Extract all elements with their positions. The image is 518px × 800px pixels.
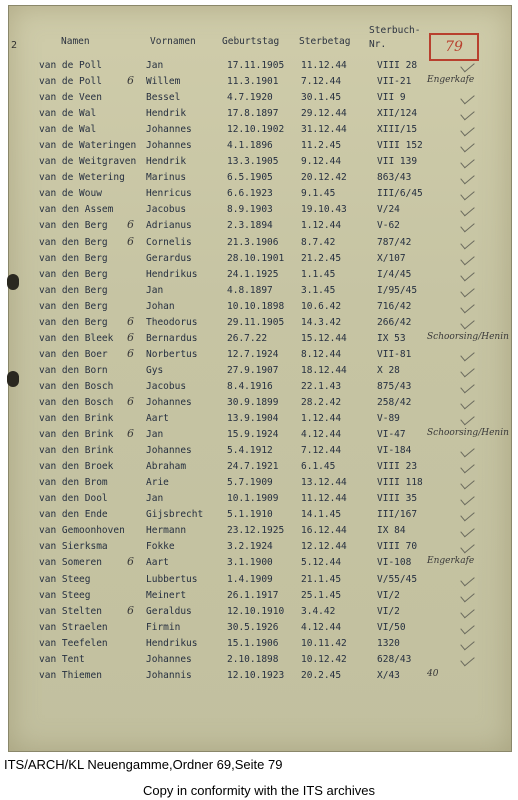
table-row [9, 363, 511, 379]
cell-death-book-nr: V-62 [377, 220, 400, 232]
cell-birth-date: 30.5.1926 [227, 621, 279, 633]
checkmark-icon [460, 187, 474, 201]
table-row [9, 523, 511, 539]
cell-first-name: Firmin [146, 621, 181, 633]
table-row [9, 636, 511, 652]
cell-birth-date: 4.8.1897 [227, 284, 273, 296]
table-row [9, 267, 511, 283]
cell-birth-date: 21.3.1906 [227, 236, 279, 248]
handwritten-mark: 6 [127, 603, 134, 617]
checkmark-icon [460, 524, 474, 538]
cell-name: van de Wetering [39, 172, 125, 184]
checkmark-icon [460, 396, 474, 410]
cell-first-name: Gerardus [146, 252, 192, 264]
table-row [9, 539, 511, 555]
cell-first-name: Johannes [146, 124, 192, 136]
checkmark-icon [460, 123, 474, 137]
checkmark-icon [460, 283, 474, 297]
checkmark-icon [460, 235, 474, 249]
header-death-date: Sterbetag [299, 36, 351, 47]
cell-death-book-nr: VI/2 [377, 605, 400, 617]
handwritten-mark: 6 [127, 74, 134, 88]
cell-name: van den Broek [39, 461, 114, 473]
cell-birth-date: 23.12.1925 [227, 525, 285, 537]
cell-name: van den Brink [39, 445, 114, 457]
source-caption: ITS/ARCH/KL Neuengamme,Ordner 69,Seite 79 [4, 757, 283, 772]
checkmark-icon [460, 476, 474, 490]
cell-death-book-nr: 266/42 [377, 316, 412, 328]
cell-first-name: Geraldus [146, 605, 192, 617]
cell-death-book-nr: VIII 70 [377, 541, 418, 553]
cell-birth-date: 13.3.1905 [227, 156, 279, 168]
checkmark-icon [460, 299, 474, 313]
checkmark-icon [460, 139, 474, 153]
cell-death-date: 3.1.45 [301, 284, 336, 296]
handwritten-mark: 6 [127, 394, 134, 408]
checkmark-icon [460, 492, 474, 506]
cell-death-book-nr: X/107 [377, 252, 406, 264]
cell-death-date: 20.12.42 [301, 172, 347, 184]
cell-death-date: 1.1.45 [301, 268, 336, 280]
handwritten-mark: 6 [127, 218, 134, 232]
cell-death-book-nr: IX 53 [377, 332, 406, 344]
ordinal-number: 79 [445, 39, 463, 55]
cell-name: van Teefelen [39, 637, 108, 649]
cell-death-date: 13.12.44 [301, 477, 347, 489]
cell-death-date: 5.12.44 [301, 557, 342, 569]
cell-death-book-nr: IX 84 [377, 525, 406, 537]
cell-death-book-nr: VI/50 [377, 621, 406, 633]
cell-birth-date: 24.1.1925 [227, 268, 279, 280]
table-row [9, 251, 511, 267]
cell-birth-date: 28.10.1901 [227, 252, 285, 264]
cell-death-book-nr: 258/42 [377, 396, 412, 408]
table-row [9, 588, 511, 604]
checkmark-icon [460, 59, 474, 73]
table-row [9, 395, 511, 411]
table-row [9, 315, 511, 331]
cell-death-book-nr: 1320 [377, 637, 400, 649]
checkmark-icon [460, 251, 474, 265]
handwritten-mark: 6 [127, 330, 134, 344]
cell-birth-date: 5.7.1909 [227, 477, 273, 489]
handwritten-mark: 6 [127, 234, 134, 248]
table-row [9, 283, 511, 299]
cell-birth-date: 3.1.1900 [227, 557, 273, 569]
cell-first-name: Arie [146, 477, 169, 489]
cell-death-book-nr: VII-21 [377, 76, 412, 88]
cell-death-book-nr: V/24 [377, 204, 400, 216]
cell-birth-date: 6.5.1905 [227, 172, 273, 184]
cell-death-date: 11.12.44 [301, 60, 347, 71]
cell-birth-date: 8.4.1916 [227, 380, 273, 392]
cell-birth-date: 15.1.1906 [227, 637, 279, 649]
cell-name: van den Berg [39, 236, 108, 248]
cell-death-date: 18.12.44 [301, 364, 347, 376]
cell-name: van de Wouw [39, 188, 102, 200]
table-row [9, 411, 511, 427]
cell-death-date: 19.10.43 [301, 204, 347, 216]
cell-death-date: 4.12.44 [301, 621, 342, 633]
table-row [9, 604, 511, 620]
cell-first-name: Gijsbrecht [146, 509, 204, 521]
cell-first-name: Jan [146, 284, 164, 296]
cell-death-book-nr: VI/2 [377, 589, 400, 601]
cell-death-book-nr: 863/43 [377, 172, 412, 184]
cell-name: van Stelten [39, 605, 102, 617]
cell-death-date: 14.3.42 [301, 316, 342, 328]
cell-first-name: Jacobus [146, 380, 187, 392]
cell-first-name: Henricus [146, 188, 192, 200]
cell-first-name: Theodorus [146, 316, 198, 328]
header-death-book-nr: Sterbuch- Nr. [369, 25, 421, 50]
cell-birth-date: 26.7.22 [227, 332, 268, 344]
cell-name: van Thiemen [39, 669, 102, 681]
cell-death-date: 14.1.45 [301, 509, 342, 521]
cell-death-date: 10.12.42 [301, 653, 347, 665]
cell-death-book-nr: 787/42 [377, 236, 412, 248]
cell-name: van den Berg [39, 316, 108, 328]
checkmark-icon [460, 412, 474, 426]
cell-death-date: 20.2.45 [301, 669, 342, 681]
cell-name: van den Bleek [39, 332, 114, 344]
cell-first-name: Marinus [146, 172, 187, 184]
checkmark-icon [460, 347, 474, 361]
cell-first-name: Johannes [146, 445, 192, 457]
checkmark-icon [460, 315, 474, 329]
cell-name: van Straelen [39, 621, 108, 633]
cell-death-date: 10.6.42 [301, 300, 342, 312]
cell-birth-date: 27.9.1907 [227, 364, 279, 376]
cell-first-name: Bessel [146, 92, 181, 104]
cell-first-name: Willem [146, 76, 181, 88]
cell-first-name: Jacobus [146, 204, 187, 216]
cell-name: van Tent [39, 653, 85, 665]
cell-death-date: 9.1.45 [301, 188, 336, 200]
table-row [9, 122, 511, 138]
cell-name: van Gemoonhoven [39, 525, 125, 537]
checkmark-icon [460, 508, 474, 522]
cell-first-name: Johannes [146, 653, 192, 665]
cell-first-name: Norbertus [146, 348, 198, 360]
cell-name: van de Wal [39, 108, 97, 120]
cell-death-book-nr: VI-108 [377, 557, 412, 569]
cell-death-book-nr: I/4/45 [377, 268, 412, 280]
checkmark-icon [460, 620, 474, 634]
cell-death-book-nr: VI-47 [377, 429, 406, 441]
cell-death-date: 11.12.44 [301, 493, 347, 505]
cell-birth-date: 1.4.1909 [227, 573, 273, 585]
cell-death-book-nr: VIII 35 [377, 493, 418, 505]
handwritten-note: Engerkafe [427, 556, 475, 567]
cell-death-book-nr: VI-184 [377, 445, 412, 457]
cell-death-book-nr: VIII 118 [377, 477, 423, 489]
cell-first-name: Aart [146, 413, 169, 425]
table-row [9, 90, 511, 106]
cell-birth-date: 6.6.1923 [227, 188, 273, 200]
cell-name: van Someren [39, 557, 102, 569]
cell-birth-date: 30.9.1899 [227, 396, 279, 408]
cell-first-name: Meinert [146, 589, 187, 601]
cell-death-date: 25.1.45 [301, 589, 342, 601]
checkmark-icon [460, 107, 474, 121]
cell-death-date: 8.7.42 [301, 236, 336, 248]
table-row [9, 299, 511, 315]
cell-death-date: 15.12.44 [301, 332, 347, 344]
cell-name: van den Berg [39, 252, 108, 264]
cell-first-name: Aart [146, 557, 169, 569]
checkmark-icon [460, 91, 474, 105]
cell-first-name: Cornelis [146, 236, 192, 248]
checkmark-icon [460, 267, 474, 281]
cell-death-date: 21.1.45 [301, 573, 342, 585]
cell-death-date: 30.1.45 [301, 92, 342, 104]
cell-death-book-nr: X 28 [377, 364, 400, 376]
cell-name: van den Ende [39, 509, 108, 521]
cell-birth-date: 4.1.1896 [227, 140, 273, 152]
cell-name: van den Berg [39, 300, 108, 312]
table-row [9, 202, 511, 218]
cell-name: van den Bosch [39, 396, 114, 408]
table-row [9, 170, 511, 186]
cell-death-book-nr: III/6/45 [377, 188, 423, 200]
cell-name: van den Brink [39, 429, 114, 441]
cell-first-name: Jan [146, 60, 164, 71]
table-row [9, 652, 511, 668]
cell-birth-date: 17.8.1897 [227, 108, 279, 120]
cell-birth-date: 29.11.1905 [227, 316, 285, 328]
table-row [9, 347, 511, 363]
table-row [9, 507, 511, 523]
cell-death-date: 1.12.44 [301, 220, 342, 232]
cell-birth-date: 24.7.1921 [227, 461, 279, 473]
cell-first-name: Jan [146, 429, 164, 441]
checkmark-icon [460, 572, 474, 586]
checkmark-icon [460, 444, 474, 458]
handwritten-mark: 6 [127, 555, 134, 569]
cell-birth-date: 15.9.1924 [227, 429, 279, 441]
cell-first-name: Johan [146, 300, 175, 312]
cell-death-date: 31.12.44 [301, 124, 347, 136]
cell-death-date: 29.12.44 [301, 108, 347, 120]
cell-first-name: Bernardus [146, 332, 198, 344]
cell-birth-date: 5.1.1910 [227, 509, 273, 521]
cell-death-book-nr: VII 9 [377, 92, 406, 104]
cell-first-name: Hendrikus [146, 637, 198, 649]
checkmark-icon [460, 364, 474, 378]
cell-birth-date: 10.1.1909 [227, 493, 279, 505]
cell-death-book-nr: VIII 28 [377, 60, 418, 71]
cell-death-date: 11.2.45 [301, 140, 342, 152]
cell-birth-date: 8.9.1903 [227, 204, 273, 216]
cell-name: van de Wateringen [39, 140, 137, 152]
checkmark-icon [460, 652, 474, 666]
cell-birth-date: 17.11.1905 [227, 60, 285, 71]
cell-name: van de Wal [39, 124, 97, 136]
handwritten-note: Schoorsing/Henin [427, 428, 509, 439]
cell-name: van de Weitgraven [39, 156, 137, 168]
cell-death-book-nr: VIII 152 [377, 140, 423, 152]
cell-death-book-nr: VII 139 [377, 156, 418, 168]
table-row [9, 459, 511, 475]
table-row [9, 58, 511, 74]
checkmark-icon [460, 155, 474, 169]
cell-death-date: 7.12.44 [301, 445, 342, 457]
cell-birth-date: 11.3.1901 [227, 76, 279, 88]
cell-birth-date: 5.4.1912 [227, 445, 273, 457]
cell-name: van de Veen [39, 92, 102, 104]
cell-name: van Sierksma [39, 541, 108, 553]
cell-first-name: Johannes [146, 140, 192, 152]
cell-birth-date: 2.3.1894 [227, 220, 273, 232]
cell-death-date: 7.12.44 [301, 76, 342, 88]
checkmark-icon [460, 380, 474, 394]
cell-name: van den Assem [39, 204, 114, 216]
handwritten-mark: 6 [127, 314, 134, 328]
corner-mark: 2 [11, 40, 18, 51]
table-row [9, 572, 511, 588]
cell-birth-date: 12.10.1910 [227, 605, 285, 617]
cell-name: van den Boer [39, 348, 108, 360]
table-row [9, 475, 511, 491]
cell-death-date: 4.12.44 [301, 429, 342, 441]
cell-death-book-nr: III/167 [377, 509, 418, 521]
header-name: Namen [61, 36, 90, 47]
cell-death-date: 10.11.42 [301, 637, 347, 649]
table-row [9, 154, 511, 170]
cell-birth-date: 4.7.1920 [227, 92, 273, 104]
cell-name: van de Poll [39, 60, 102, 71]
cell-death-book-nr: XII/124 [377, 108, 418, 120]
cell-name: van den Brom [39, 477, 108, 489]
checkmark-icon [460, 460, 474, 474]
table-row [9, 74, 511, 90]
cell-name: van Steeg [39, 573, 91, 585]
cell-name: van de Poll [39, 76, 102, 88]
cell-first-name: Hendrikus [146, 268, 198, 280]
cell-birth-date: 12.10.1923 [227, 669, 285, 681]
cell-name: van Steeg [39, 589, 91, 601]
table-row [9, 555, 511, 571]
handwritten-note: Engerkafe [427, 75, 475, 86]
cell-name: van den Berg [39, 268, 108, 280]
table-row [9, 668, 511, 684]
checkmark-icon [460, 588, 474, 602]
cell-name: van den Born [39, 364, 108, 376]
cell-name: van den Dool [39, 493, 108, 505]
cell-death-book-nr: VIII 23 [377, 461, 418, 473]
cell-death-date: 16.12.44 [301, 525, 347, 537]
cell-death-date: 21.2.45 [301, 252, 342, 264]
cell-first-name: Hermann [146, 525, 187, 537]
cell-first-name: Adrianus [146, 220, 192, 232]
cell-death-book-nr: I/95/45 [377, 284, 418, 296]
cell-death-book-nr: 716/42 [377, 300, 412, 312]
cell-death-date: 3.4.42 [301, 605, 336, 617]
cell-first-name: Johannis [146, 669, 192, 681]
cell-death-date: 1.12.44 [301, 413, 342, 425]
cell-death-book-nr: VII-81 [377, 348, 412, 360]
cell-birth-date: 3.2.1924 [227, 541, 273, 553]
cell-death-date: 28.2.42 [301, 396, 342, 408]
cell-first-name: Gys [146, 364, 164, 376]
table-row [9, 379, 511, 395]
handwritten-mark: 6 [127, 427, 134, 441]
table-row [9, 138, 511, 154]
header-first-name: Vornamen [150, 36, 196, 47]
checkmark-icon [460, 604, 474, 618]
cell-name: van den Brink [39, 413, 114, 425]
cell-death-date: 22.1.43 [301, 380, 342, 392]
cell-death-date: 12.12.44 [301, 541, 347, 553]
cell-death-book-nr: 628/43 [377, 653, 412, 665]
cell-first-name: Hendrik [146, 156, 187, 168]
cell-death-book-nr: V/55/45 [377, 573, 418, 585]
table-row [9, 491, 511, 507]
table-row [9, 427, 511, 443]
cell-first-name: Johannes [146, 396, 192, 408]
cell-death-book-nr: XIII/15 [377, 124, 418, 136]
cell-name: van den Berg [39, 284, 108, 296]
table-row [9, 235, 511, 251]
handwritten-note: 40 [427, 668, 439, 679]
document-sheet [8, 5, 512, 752]
cell-death-book-nr: V-89 [377, 413, 400, 425]
cell-birth-date: 2.10.1898 [227, 653, 279, 665]
cell-birth-date: 12.10.1902 [227, 124, 285, 136]
handwritten-note: Schoorsing/Henin [427, 331, 509, 342]
cell-death-book-nr: X/43 [377, 669, 400, 681]
cell-death-date: 9.12.44 [301, 156, 342, 168]
table-row [9, 620, 511, 636]
cell-death-book-nr: 875/43 [377, 380, 412, 392]
handwritten-mark: 6 [127, 346, 134, 360]
cell-name: van den Berg [39, 220, 108, 232]
register-table [9, 58, 511, 684]
cell-death-date: 8.12.44 [301, 348, 342, 360]
cell-first-name: Lubbertus [146, 573, 198, 585]
table-row [9, 443, 511, 459]
table-row [9, 218, 511, 234]
checkmark-icon [460, 203, 474, 217]
checkmark-icon [460, 171, 474, 185]
conformity-caption: Copy in conformity with the ITS archives [143, 783, 375, 798]
cell-birth-date: 26.1.1917 [227, 589, 279, 601]
checkmark-icon [460, 540, 474, 554]
cell-birth-date: 10.10.1898 [227, 300, 285, 312]
cell-birth-date: 13.9.1904 [227, 413, 279, 425]
cell-first-name: Jan [146, 493, 164, 505]
cell-first-name: Hendrik [146, 108, 187, 120]
header-birth-date: Geburtstag [222, 36, 280, 47]
table-row [9, 106, 511, 122]
ordinal-stamp [429, 33, 479, 61]
checkmark-icon [460, 219, 474, 233]
table-row [9, 331, 511, 347]
cell-name: van den Bosch [39, 380, 114, 392]
cell-first-name: Fokke [146, 541, 175, 553]
table-row [9, 186, 511, 202]
checkmark-icon [460, 636, 474, 650]
cell-death-date: 6.1.45 [301, 461, 336, 473]
cell-birth-date: 12.7.1924 [227, 348, 279, 360]
cell-first-name: Abraham [146, 461, 187, 473]
